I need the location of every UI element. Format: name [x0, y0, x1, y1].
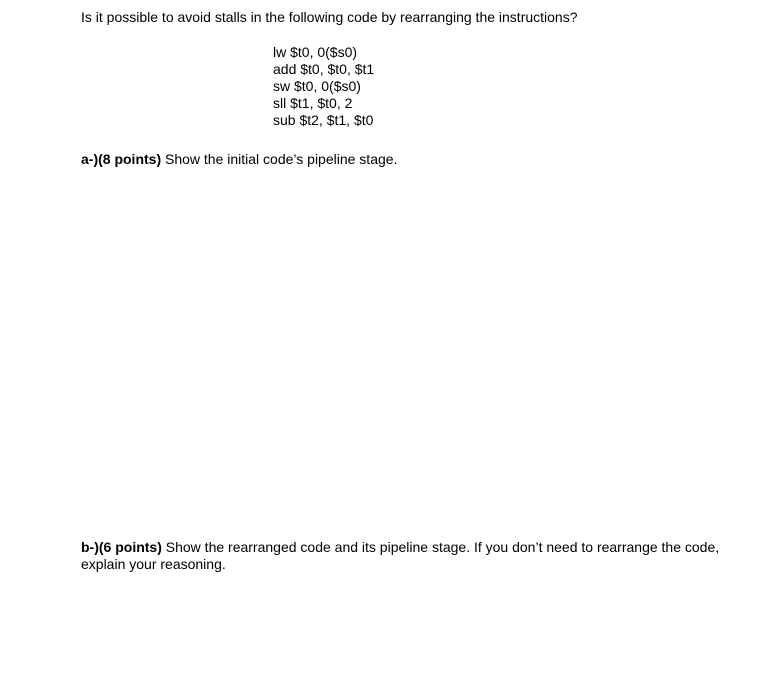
part-a-label: a-)(8 points) [81, 151, 162, 167]
code-line: lw $t0, 0($s0) [273, 44, 358, 60]
code-line: add $t0, $t0, $t1 [273, 61, 375, 77]
part-b-prompt [81, 539, 721, 573]
code-line: sll $t1, $t0, 2 [273, 95, 353, 111]
code-line: sub $t2, $t1, $t0 [273, 112, 374, 128]
question-text: Is it possible to avoid stalls in the following code by rearranging the instructions? [81, 9, 578, 25]
code-line: sw $t0, 0($s0) [273, 78, 361, 94]
part-a-prompt [81, 151, 721, 168]
code-block [273, 44, 374, 129]
part-b-text: Show the rearranged code and its pipeline stage. If you don’t need to rearrange the code, explain your reasoning. [81, 539, 720, 572]
part-b-label: b-)(6 points) [81, 539, 162, 555]
part-a-text: Show the initial code’s pipeline stage. [161, 151, 398, 167]
